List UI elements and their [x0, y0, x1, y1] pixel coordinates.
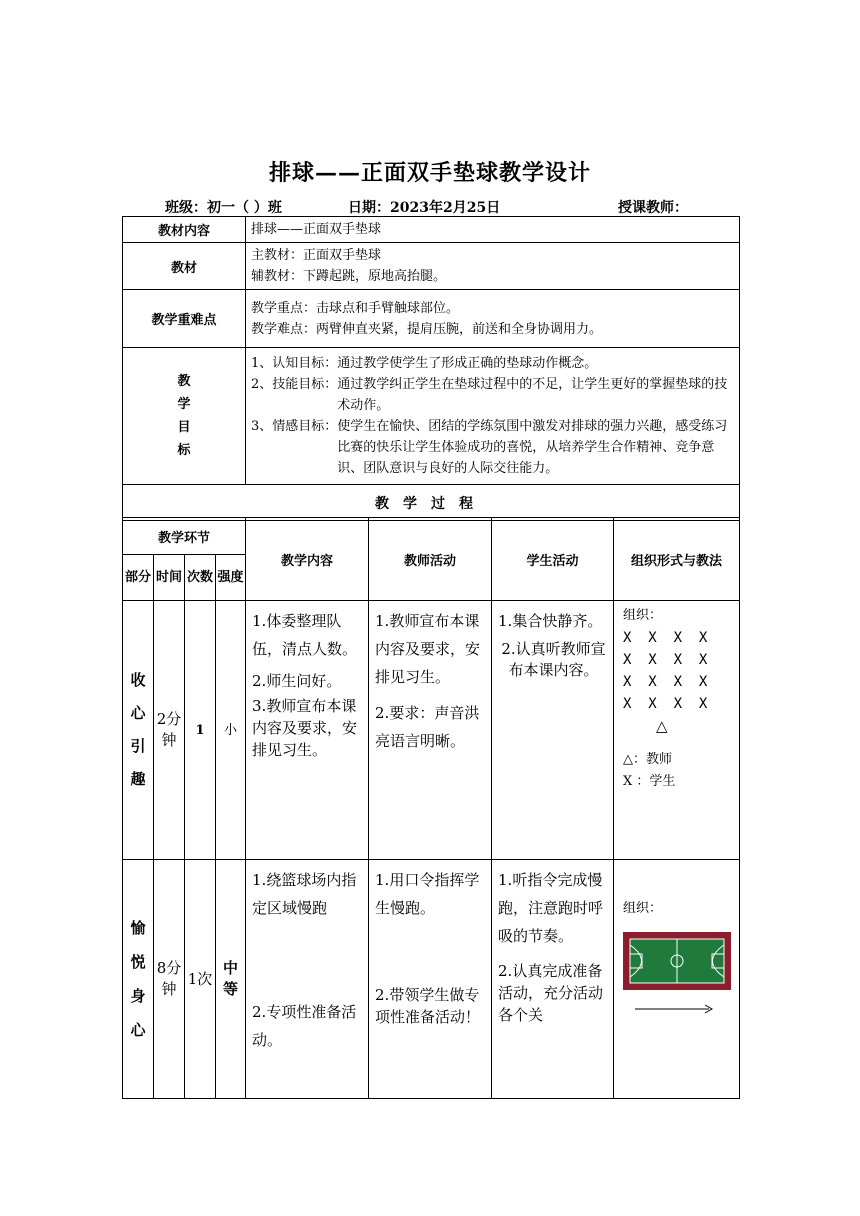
- student-activity-header: 学生活动: [492, 518, 614, 601]
- document-title: 排球——正面双手垫球教学设计: [268, 160, 591, 186]
- list-item: 1.绕篮球场内指定区域慢跑: [252, 871, 357, 917]
- material-label: 教材: [123, 243, 246, 290]
- student-activity-cell: [492, 601, 614, 860]
- lesson-meta: [165, 197, 725, 215]
- key-points-label: 教学重难点: [123, 290, 246, 348]
- legend-student: X ：学生: [623, 774, 676, 789]
- objectives-label-char: 学: [177, 397, 191, 412]
- lesson-info-table: [122, 216, 740, 521]
- teacher-field: 授课教师：: [618, 200, 688, 216]
- direction-arrow-icon: [635, 1002, 715, 1016]
- list-item: 2.要求：声音洪亮语言明晰。: [375, 704, 480, 750]
- content-header: 教学内容: [246, 518, 369, 601]
- list-item: 1.用口令指挥学生慢跑。: [375, 871, 480, 917]
- part-cell: 愉 悦 身 心: [123, 860, 154, 1099]
- count-cell: 1: [185, 601, 216, 860]
- date-field: 日期：2023年2月25日: [348, 200, 501, 216]
- formation-row: X X X X: [623, 674, 708, 690]
- objectives-label-char: 标: [177, 443, 191, 458]
- list-item: 1.集合快静齐。: [498, 612, 603, 630]
- objectives-label-char: 教: [177, 374, 191, 389]
- organization-header: 组织形式与教法: [614, 518, 740, 601]
- organization-cell: [614, 860, 740, 1099]
- objectives-value: [246, 348, 740, 485]
- list-item: 3.教师宣布本课内容及要求，安排见习生。: [252, 697, 358, 759]
- material-value: [246, 243, 740, 290]
- key-point: 教学重点：击球点和手臂触球部位。: [251, 300, 460, 316]
- organization-cell: [614, 601, 740, 860]
- teacher-triangle-icon: △: [656, 717, 668, 735]
- list-item: 2.带领学生做专项性准备活动！: [375, 986, 481, 1026]
- list-item: 2.专项性准备活动。: [252, 1003, 357, 1049]
- teacher-activity-cell: [369, 860, 492, 1099]
- part-header: 部分: [123, 555, 154, 601]
- list-item: 2.认真完成准备活动，充分活动各个关: [498, 962, 604, 1024]
- intensity-header: 强度: [216, 555, 246, 601]
- content-label: 教材内容: [123, 217, 246, 243]
- difficult-point: 教学难点：两臂伸直夹紧，提肩压腕，前送和全身协调用力。: [251, 321, 603, 337]
- list-item: 2.认真听教师宣布本课内容。: [501, 640, 606, 679]
- time-header: 时间: [154, 555, 185, 601]
- legend-teacher: △：教师: [623, 752, 673, 767]
- material-main: 主教材：正面双手垫球: [251, 248, 382, 263]
- count-cell: 1次: [185, 860, 216, 1099]
- teacher-activity-cell: [369, 601, 492, 860]
- org-label: 组织：: [623, 608, 663, 623]
- objective-skill: 2、技能目标： 通过教学纠正学生在垫球过程中的不足，让学生更好的掌握垫球的技术动作。: [251, 377, 728, 413]
- objective-affective: 3、情感目标： 使学生在愉快、团结的学练氛围中激发对排球的强力兴趣，感受练习比赛的快乐让学生体验成功的喜悦，从培养学生合作精神、竞争意识、团队意识与良好的人际交往能力。: [251, 419, 728, 476]
- class-field: 班级：初一（ ）班: [165, 200, 282, 216]
- list-item: 1.听指令完成慢跑，注意跑时呼吸的节奏。: [498, 871, 604, 945]
- list-item: 1.教师宣布本课内容及要求，安排见习生。: [375, 612, 481, 686]
- content-cell: [246, 601, 369, 860]
- count-header: 次数: [185, 555, 216, 601]
- formation-row: X X X X: [623, 696, 708, 712]
- basketball-court-icon: [623, 932, 731, 990]
- content-cell: [246, 860, 369, 1099]
- key-points-value: [246, 290, 740, 348]
- part-cell: 收 心 引 趣: [123, 601, 154, 860]
- time-cell: 8分钟: [154, 860, 185, 1099]
- intensity-cell: 中等: [216, 860, 246, 1099]
- time-cell: 2分钟: [154, 601, 185, 860]
- org-label: 组织：: [623, 901, 663, 916]
- material-aux: 辅教材：下蹲起跳，原地高抬腿。: [251, 269, 447, 284]
- list-item: 1.体委整理队伍，清点人数。: [252, 612, 358, 658]
- formation-row: X X X X: [623, 652, 708, 668]
- teacher-activity-header: 教师活动: [369, 518, 492, 601]
- objectives-label-char: 目: [177, 420, 191, 435]
- objective-cognitive: 1、认知目标： 通过教学使学生了形成正确的垫球动作概念。: [251, 356, 598, 371]
- intensity-cell: 小: [216, 601, 246, 860]
- section-header: 教学环节: [123, 518, 246, 555]
- formation-row: X X X X: [623, 630, 708, 646]
- objectives-label: [123, 348, 246, 485]
- student-activity-cell: [492, 860, 614, 1099]
- process-heading: 教学过程: [123, 485, 740, 521]
- content-value: 排球——正面双手垫球: [246, 217, 740, 243]
- process-table: [122, 517, 740, 1099]
- list-item: 2.师生问好。: [252, 672, 342, 690]
